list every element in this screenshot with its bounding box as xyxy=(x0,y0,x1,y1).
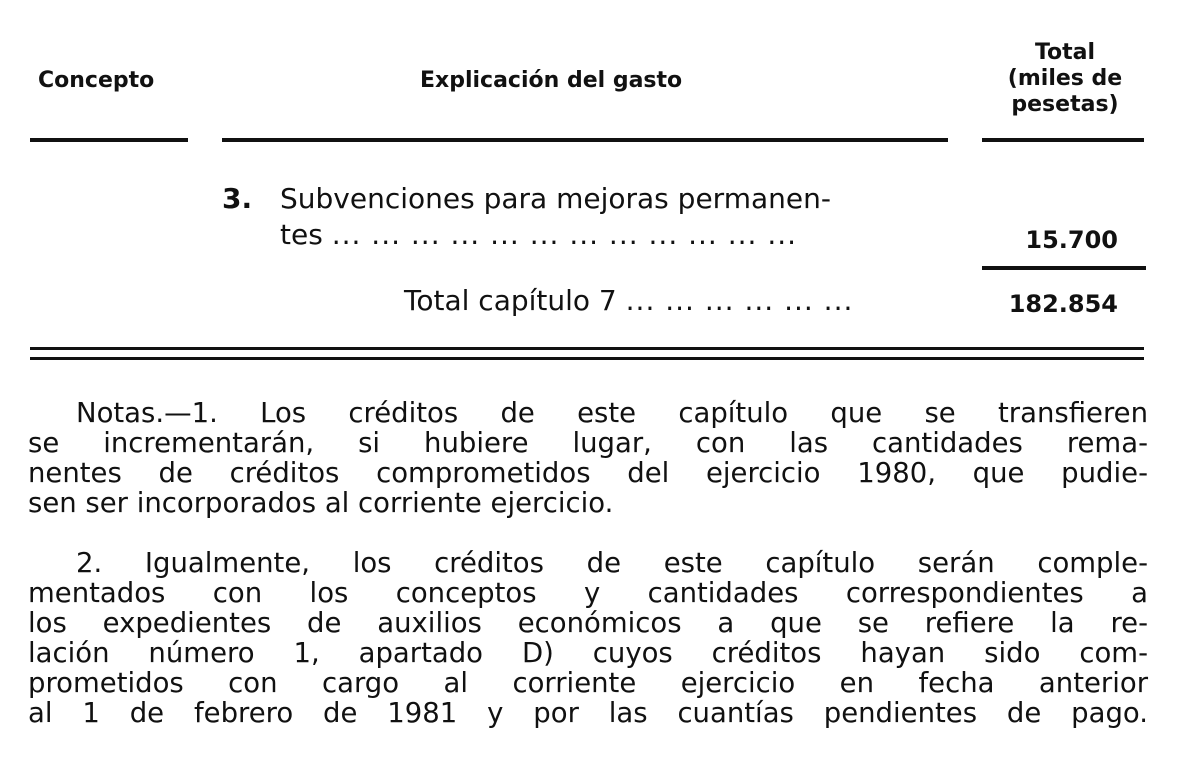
table-bottom-rule-2 xyxy=(30,357,1144,360)
note-line: al 1 de febrero de 1981 y por las cuantías pendientes de pago. xyxy=(28,697,1148,729)
row-amount: 15.700 xyxy=(1025,226,1118,254)
note-2 xyxy=(28,548,1148,728)
header-rule-total xyxy=(982,138,1144,142)
total-label: Total capítulo 7 xyxy=(404,284,617,317)
subtotal-rule xyxy=(982,266,1146,270)
header-total xyxy=(985,40,1145,118)
header-rule-explicacion xyxy=(222,138,948,142)
row-leader-dots: ... ... ... ... ... ... ... ... ... ... ... ... xyxy=(331,218,798,251)
row-description-word: tes xyxy=(280,218,323,251)
note-line: nentes de créditos comprometidos del ejercicio 1980, que pudie- xyxy=(28,457,1148,489)
row-number xyxy=(222,182,252,216)
header-total-line: pesetas) xyxy=(1011,92,1119,117)
header-rule-concepto xyxy=(30,138,188,142)
note-line: mentados con los conceptos y cantidades correspondientes a xyxy=(28,577,1148,609)
note-line: sen ser incorporados al corriente ejercicio. xyxy=(28,487,614,519)
row-description-line2 xyxy=(280,218,797,252)
total-amount: 182.854 xyxy=(1008,290,1118,318)
total-row-label xyxy=(404,284,853,318)
header-total-line: Total xyxy=(1034,40,1096,65)
note-line: los expedientes de auxilios económicos a que se refiere la re- xyxy=(28,607,1148,639)
header-concepto: Concepto xyxy=(38,68,155,93)
note-line: se incrementarán, si hubiere lugar, con las cantidades rema- xyxy=(28,427,1148,459)
note-line: lación número 1, apartado D) cuyos créditos hayan sido com- xyxy=(28,637,1148,669)
row-number-text: 3. xyxy=(222,182,253,215)
total-leader-dots: ... ... ... ... ... ... xyxy=(625,284,854,317)
note-line: Notas.—1. Los créditos de este capítulo que se transfieren xyxy=(76,397,1148,429)
note-line: 2. Igualmente, los créditos de este capítulo serán comple- xyxy=(76,547,1148,579)
note-line: prometidos con cargo al corriente ejercicio en fecha anterior xyxy=(28,667,1148,699)
note-1 xyxy=(28,398,1148,518)
table-bottom-rule-1 xyxy=(30,347,1144,350)
header-total-line: (miles de xyxy=(1007,66,1123,91)
row-description-line1: Subvenciones para mejoras permanen- xyxy=(280,182,831,215)
header-explicacion: Explicación del gasto xyxy=(420,68,683,93)
